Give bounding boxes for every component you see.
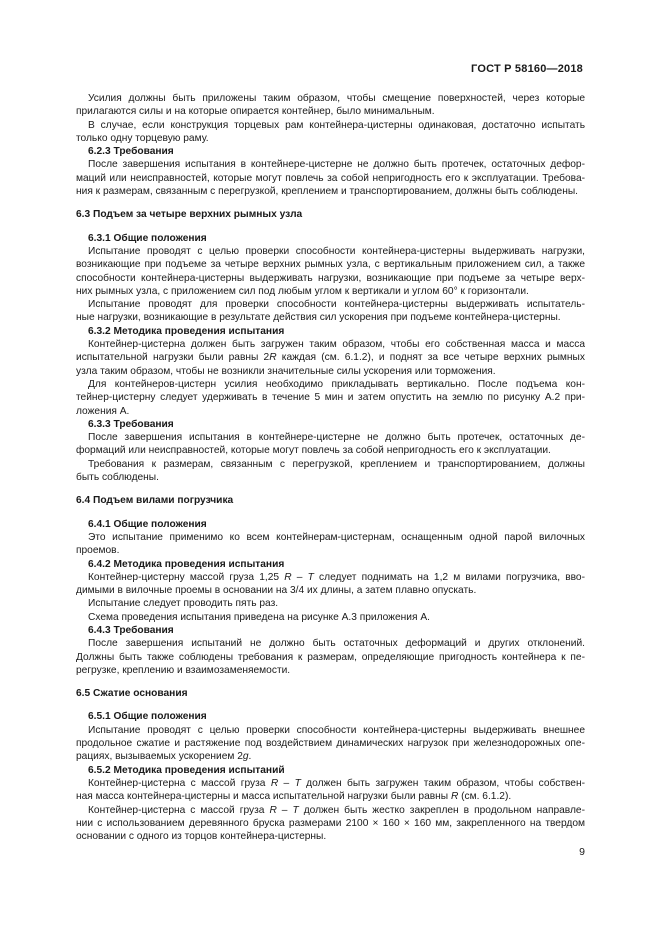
- paragraph-line: Это испытание применимо ко всем контейнерам-цистернам, оснащенным одной парой вилочных: [88, 531, 585, 543]
- paragraph-line: способности контейнера-цистерны выдерживать нагрузки, возникающие при подъеме за четыре верх-: [76, 272, 585, 284]
- paragraph: [76, 92, 585, 119]
- subsection-heading: 6.3.2 Методика проведения испытания: [88, 325, 285, 337]
- page-number: 9: [579, 846, 585, 858]
- paragraph-line: Должны быть также соблюдены требования к размерам, определяющие пригодность контейнера к пе-: [76, 651, 585, 663]
- subsection-heading: 6.3.3 Требования: [88, 418, 174, 430]
- paragraph-line: Контейнер-цистерна с массой груза R – T должен быть загружен таким образом, чтобы собствен-: [88, 777, 585, 789]
- paragraph-line: ные нагрузки, возникающие в результате действия сил ускорения при подъеме контейнера-цистерны.: [76, 312, 561, 324]
- subsection-heading: 6.5.1 Общие положения: [88, 711, 207, 723]
- paragraph-line: Контейнер-цистерна должен быть загружен таким образом, чтобы его собственная масса и масса: [88, 339, 585, 351]
- paragraph-line: продольное сжатие и растяжение под воздействием динамических нагрузок при железнодорожных опе-: [76, 738, 585, 750]
- paragraph: [76, 431, 585, 458]
- paragraph-line: маций или неисправностей, которые могут повлечь за собой непригодность его к эксплуатации. Требова-: [76, 172, 585, 184]
- subsection-heading: 6.2.3 Требования: [88, 146, 174, 158]
- section-heading: 6.4 Подъем вилами погрузчика: [76, 495, 234, 507]
- paragraph-line: Испытание проводят с целью проверки способности контейнера-цистерны выдерживать внешнее: [88, 724, 585, 736]
- paragraph: [76, 571, 585, 598]
- paragraph-line: Испытание проводят с целью проверки способности контейнера-цистерны выдерживать нагрузки,: [88, 245, 585, 257]
- paragraph: [76, 724, 585, 764]
- subsection-heading: 6.4.1 Общие положения: [88, 518, 207, 530]
- paragraph: [76, 458, 585, 485]
- paragraph-line: Для контейнеров-цистерн усилия необходимо прикладывать вертикально. После подъема кон-: [88, 378, 585, 390]
- paragraph-line: основании с одного из торцов контейнера-цистерны.: [76, 831, 327, 843]
- paragraph-line: испытательной нагрузки были равны 2R каждая (см. 6.1.2), и поднят за все четыре верхних рымных: [76, 352, 585, 364]
- paragraph-line: ния к размерам, связанным с перегрузкой, креплением и транспортированием, должны быть соблюдены.: [76, 186, 578, 198]
- paragraph-line: регрузке, креплению и взаимозаменяемости.: [76, 664, 291, 676]
- paragraph-line: Схема проведения испытания приведена на рисунке А.3 приложения А.: [88, 611, 430, 623]
- paragraph-line: димыми в вилочные проемы в основании на 3/4 их длины, а затем плавно опускать.: [76, 585, 477, 597]
- subsection-heading: 6.5.2 Методика проведения испытаний: [88, 764, 285, 776]
- paragraph-line: Усилия должны быть приложены таким образом, чтобы смещение поверхностей, через которые: [88, 93, 585, 104]
- paragraph: [76, 777, 585, 804]
- subsection-heading: 6.3.1 Общие положения: [88, 232, 207, 244]
- paragraph-line: проемов.: [76, 545, 120, 557]
- paragraph-line: Испытание проводят для проверки способности контейнера-цистерны выдерживать испытатель-: [88, 299, 585, 311]
- paragraph-line: прилагаются силы и на которые опирается контейнер, было минимальным.: [76, 106, 435, 118]
- paragraph-line: рациях, вызываемых ускорением 2g.: [76, 751, 252, 763]
- document-body: [76, 92, 585, 843]
- paragraph-line: В случае, если конструкция торцевых рам контейнера-цистерны одинаковая, достаточно испытать: [88, 119, 585, 131]
- paragraph: [76, 531, 585, 558]
- paragraph-line: узла таким образом, чтобы не возникли значительные силы ускорения или торможения.: [76, 365, 496, 377]
- paragraph: [76, 611, 585, 624]
- paragraph-line: После завершения испытания в контейнере-цистерне не должно быть протечек, остаточных дефор-: [88, 159, 585, 171]
- paragraph-line: ная масса контейнера-цистерны и масса испытательной нагрузки были равны R (см. 6.1.2).: [76, 791, 512, 803]
- document-header: ГОСТ Р 58160—2018: [471, 63, 583, 75]
- subsection-heading: 6.4.3 Требования: [88, 624, 174, 636]
- paragraph-line: После завершения испытания в контейнере-цистерне не должно быть протечек, остаточных де-: [88, 432, 585, 444]
- paragraph: [76, 378, 585, 418]
- paragraph-line: ложения А.: [76, 405, 130, 417]
- paragraph-line: быть соблюдены.: [76, 472, 159, 484]
- paragraph-line: Контейнер-цистерна с массой груза R – T должен быть жестко закреплен в продольном направле-: [88, 804, 585, 816]
- paragraph: [76, 119, 585, 146]
- paragraph: [76, 597, 585, 610]
- section-heading: 6.3 Подъем за четыре верхних рымных узла: [76, 209, 303, 221]
- paragraph: [76, 158, 585, 198]
- paragraph-line: Контейнер-цистерну массой груза 1,25 R – T следует поднимать на 1,2 м вилами погрузчика, вво-: [88, 571, 585, 583]
- subsection-heading: 6.4.2 Методика проведения испытания: [88, 558, 285, 570]
- section-heading: 6.5 Сжатие основания: [76, 688, 188, 700]
- paragraph: [76, 298, 585, 325]
- paragraph-line: тейнер-цистерну следует удерживать в течение 5 мин и затем опустить на землю по рисунку А.2 при-: [76, 392, 585, 404]
- paragraph: [76, 804, 585, 844]
- paragraph-line: Испытание следует проводить пять раз.: [88, 598, 279, 610]
- paragraph-line: только одну торцевую раму.: [76, 132, 209, 144]
- paragraph: [76, 637, 585, 677]
- paragraph-line: нии с использованием деревянного бруска размерами 2100 × 160 × 160 мм, закрепленного на твердом: [76, 817, 585, 829]
- paragraph: [76, 245, 585, 298]
- paragraph: [76, 338, 585, 378]
- paragraph-line: них рымных узла, с приложением сил под любым углом к вертикали и углом 60° к горизонтали.: [76, 285, 529, 297]
- paragraph-line: формаций или неисправностей, которые могут повлечь за собой непригодность его к эксплуатации.: [76, 445, 551, 457]
- paragraph-line: Требования к размерам, связанным с перегрузкой, креплением и транспортированием, должны: [88, 458, 585, 470]
- paragraph-line: возникающие при подъеме за четыре верхних рымных узла, с вертикальным приложением сил, а также: [76, 259, 585, 271]
- paragraph-line: После завершения испытаний не должно быть остаточных деформаций и других отклонений.: [88, 638, 585, 650]
